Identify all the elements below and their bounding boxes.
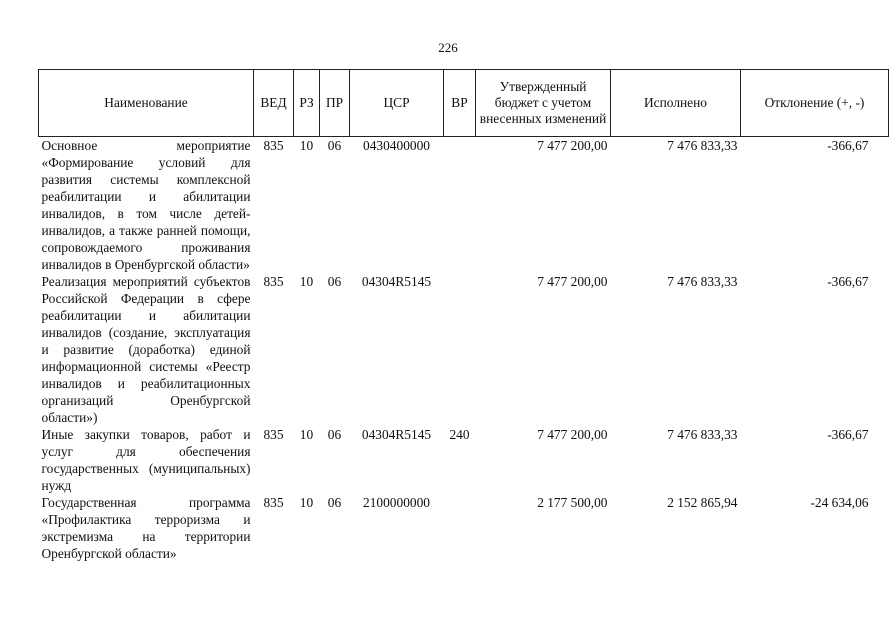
table-row	[39, 137, 889, 274]
row-approved: 7 477 200,00	[537, 274, 608, 289]
header-ved: ВЕД	[254, 70, 294, 137]
row-csr: 04304R5145	[361, 274, 432, 289]
header-approved: Утвержденный бюджет с учетом внесенных изменений	[476, 70, 611, 137]
row-ved: 835	[263, 274, 284, 289]
table-row	[39, 273, 889, 426]
row-vr	[444, 273, 476, 426]
row-csr: 2100000000	[363, 495, 430, 510]
row-executed: 7 476 833,33	[667, 138, 738, 153]
header-vr: ВР	[444, 70, 476, 137]
row-approved: 7 477 200,00	[537, 138, 608, 153]
header-executed: Исполнено	[611, 70, 741, 137]
header-csr: ЦСР	[350, 70, 444, 137]
table-header	[39, 70, 889, 137]
header-pr: ПР	[320, 70, 350, 137]
row-rz: 10	[299, 138, 314, 153]
row-executed: 2 152 865,94	[667, 495, 738, 510]
header-rz: РЗ	[294, 70, 320, 137]
row-csr: 0430400000	[363, 138, 430, 153]
row-rz: 10	[299, 495, 314, 510]
row-executed: 7 476 833,33	[667, 427, 738, 442]
row-deviation: -366,67	[827, 427, 869, 442]
row-approved: 2 177 500,00	[537, 495, 608, 510]
row-vr	[444, 137, 476, 274]
row-vr	[444, 494, 476, 562]
row-pr: 06	[327, 427, 342, 442]
table-row	[39, 494, 889, 562]
row-name: Государственная программа «Профилактика терроризма и экстремизма на территории Оренбургской области»	[41, 495, 251, 561]
budget-table	[38, 69, 889, 562]
row-approved: 7 477 200,00	[537, 427, 608, 442]
row-name: Основное мероприятие «Формирование условий для развития системы комплексной реабилитации и абилитации инвалидов, в том числе детей-инвалидов, а также ранней помощи, сопровождаемого проживания инвалидов в Оренбургской области»	[41, 138, 251, 272]
row-rz: 10	[299, 427, 314, 442]
row-ved: 835	[263, 427, 284, 442]
row-ved: 835	[263, 495, 284, 510]
page-number: 226	[438, 40, 458, 55]
header-name: Наименование	[39, 70, 254, 137]
row-executed: 7 476 833,33	[667, 274, 738, 289]
header-deviation: Отклонение (+, -)	[741, 70, 889, 137]
row-name: Реализация мероприятий субъектов Российской Федерации в сфере реабилитации и абилитации инвалидов (создание, эксплуатация и развитие (доработка) единой информационной системы «Реестр инвалидов и реабилитационных организаций Оренбургской области»)	[41, 274, 251, 425]
row-ved: 835	[263, 138, 284, 153]
row-pr: 06	[327, 138, 342, 153]
row-csr: 04304R5145	[361, 427, 432, 442]
row-name: Иные закупки товаров, работ и услуг для обеспечения государственных (муниципальных) нужд	[41, 427, 251, 493]
row-deviation: -24 634,06	[810, 495, 869, 510]
row-deviation: -366,67	[827, 138, 869, 153]
row-vr: 240	[449, 427, 470, 442]
row-pr: 06	[327, 495, 342, 510]
row-pr: 06	[327, 274, 342, 289]
row-deviation: -366,67	[827, 274, 869, 289]
row-rz: 10	[299, 274, 314, 289]
table-row	[39, 426, 889, 494]
